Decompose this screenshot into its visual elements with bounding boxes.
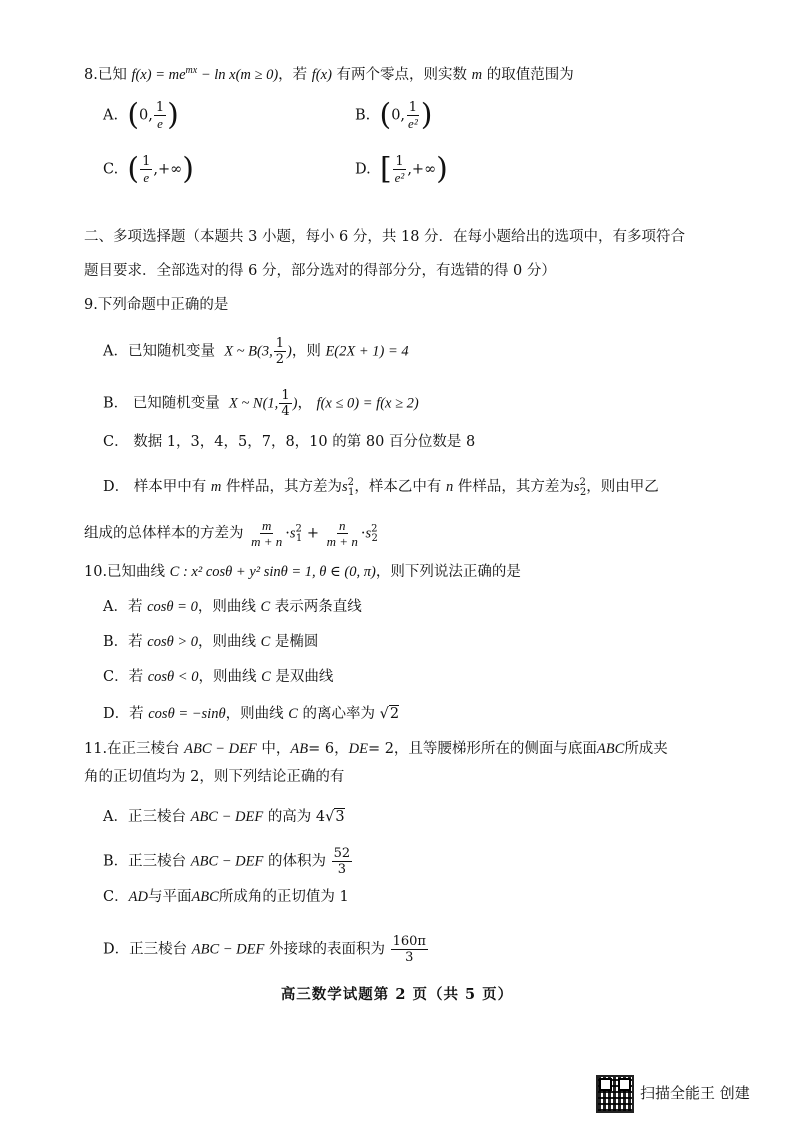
q10-stem: 10.已知曲线 C : x² cosθ + y² sinθ = 1, θ ∈ (0, π)，则下列说法正确的是 [84, 564, 521, 580]
q8-stem: 8.已知 $f(x) = me^{mx} - \ln x(m \ge 0)$，若 f(x) 有两个零点，则实数 m 的取值范围为 [84, 65, 574, 83]
q9-option-d-continued: 组成的总体样本的方差为 $\frac{m}{m + n}$ $\cdot s^2_1$ + $\frac{n}{m + n}$ $\cdot s^2_2$ [84, 518, 378, 549]
page-footer: 高三数学试题第 2 页（共 5 页） [280, 986, 514, 1003]
q10-option-d: D．若 cosθ = −sinθ，则曲线 C 的离心率为 √2 [103, 706, 400, 722]
q10-option-c: C．若 cosθ < 0，则曲线 C 是双曲线 [103, 669, 334, 685]
q9-option-d: D． 样本甲中有 m 件样品，其方差为$s^2_1$，样本乙中有 n 件样品，其方差为$s^2_2$，则由甲乙 [103, 477, 659, 498]
q11-option-b: B．正三棱台 ABC − DEF 的体积为 $\frac{52}{3}$ [103, 846, 351, 877]
q11-stem-line1: 11.在正三棱台 ABC − DEF 中，AB= 6，DE= 2，且等腰梯形所在的侧面与底面ABC所成夹 [84, 741, 668, 757]
q10-option-b: B．若 cosθ > 0，则曲线 C 是椭圆 [103, 634, 319, 650]
q8-option-d: D. [ $\frac{1}{\text{e²}}$ ,+∞) [355, 151, 448, 187]
q9-option-c: C． 数据 1，3，4，5，7，8，10 的第 80 百分位数是 8 [103, 434, 476, 450]
q9-option-a: A．已知随机变量 X ~ B(3, $\frac{1}{2}$ )，则 E(2X + 1) = 4 [103, 336, 409, 367]
q11-option-c: C．AD与平面ABC所成角的正切值为 1 [103, 889, 349, 905]
scanner-watermark: 扫描全能王 创建 [640, 1084, 750, 1102]
q11-option-a: A．正三棱台 ABC − DEF 的高为 4√3 [103, 809, 345, 825]
q8-option-a: A. (0, $\frac{1}{e}$ ) [103, 97, 179, 133]
section2-instructions-line1: 二、多项选择题（本题共 3 小题，每小 6 分，共 18 分．在每小题给出的选项中，有多项符合 [84, 229, 686, 245]
section2-instructions-line2: 题目要求．全部选对的得 6 分，部分选对的得部分分，有选错的得 0 分） [84, 263, 556, 279]
q10-option-a: A．若 cosθ = 0，则曲线 C 表示两条直线 [103, 599, 362, 615]
q8-option-c: C. ( $\frac{1}{e}$ ,+∞) [103, 151, 194, 187]
q9-option-b: B． 已知随机变量 X ~ N(1, $\frac{1}{4}$ )， f(x ≤ 0) = f(x ≥ 2) [103, 388, 419, 419]
q8-option-b: B. (0, $\frac{1}{\text{e²}}$ ) [355, 97, 433, 133]
q9-stem: 9.下列命题中正确的是 [84, 297, 229, 313]
q11-stem-line2: 角的正切值均为 2，则下列结论正确的有 [84, 769, 345, 785]
qr-code-icon [596, 1075, 634, 1113]
q11-option-d: D．正三棱台 ABC − DEF 外接球的表面积为 $\frac{160\pi}{3}$ [103, 934, 426, 965]
